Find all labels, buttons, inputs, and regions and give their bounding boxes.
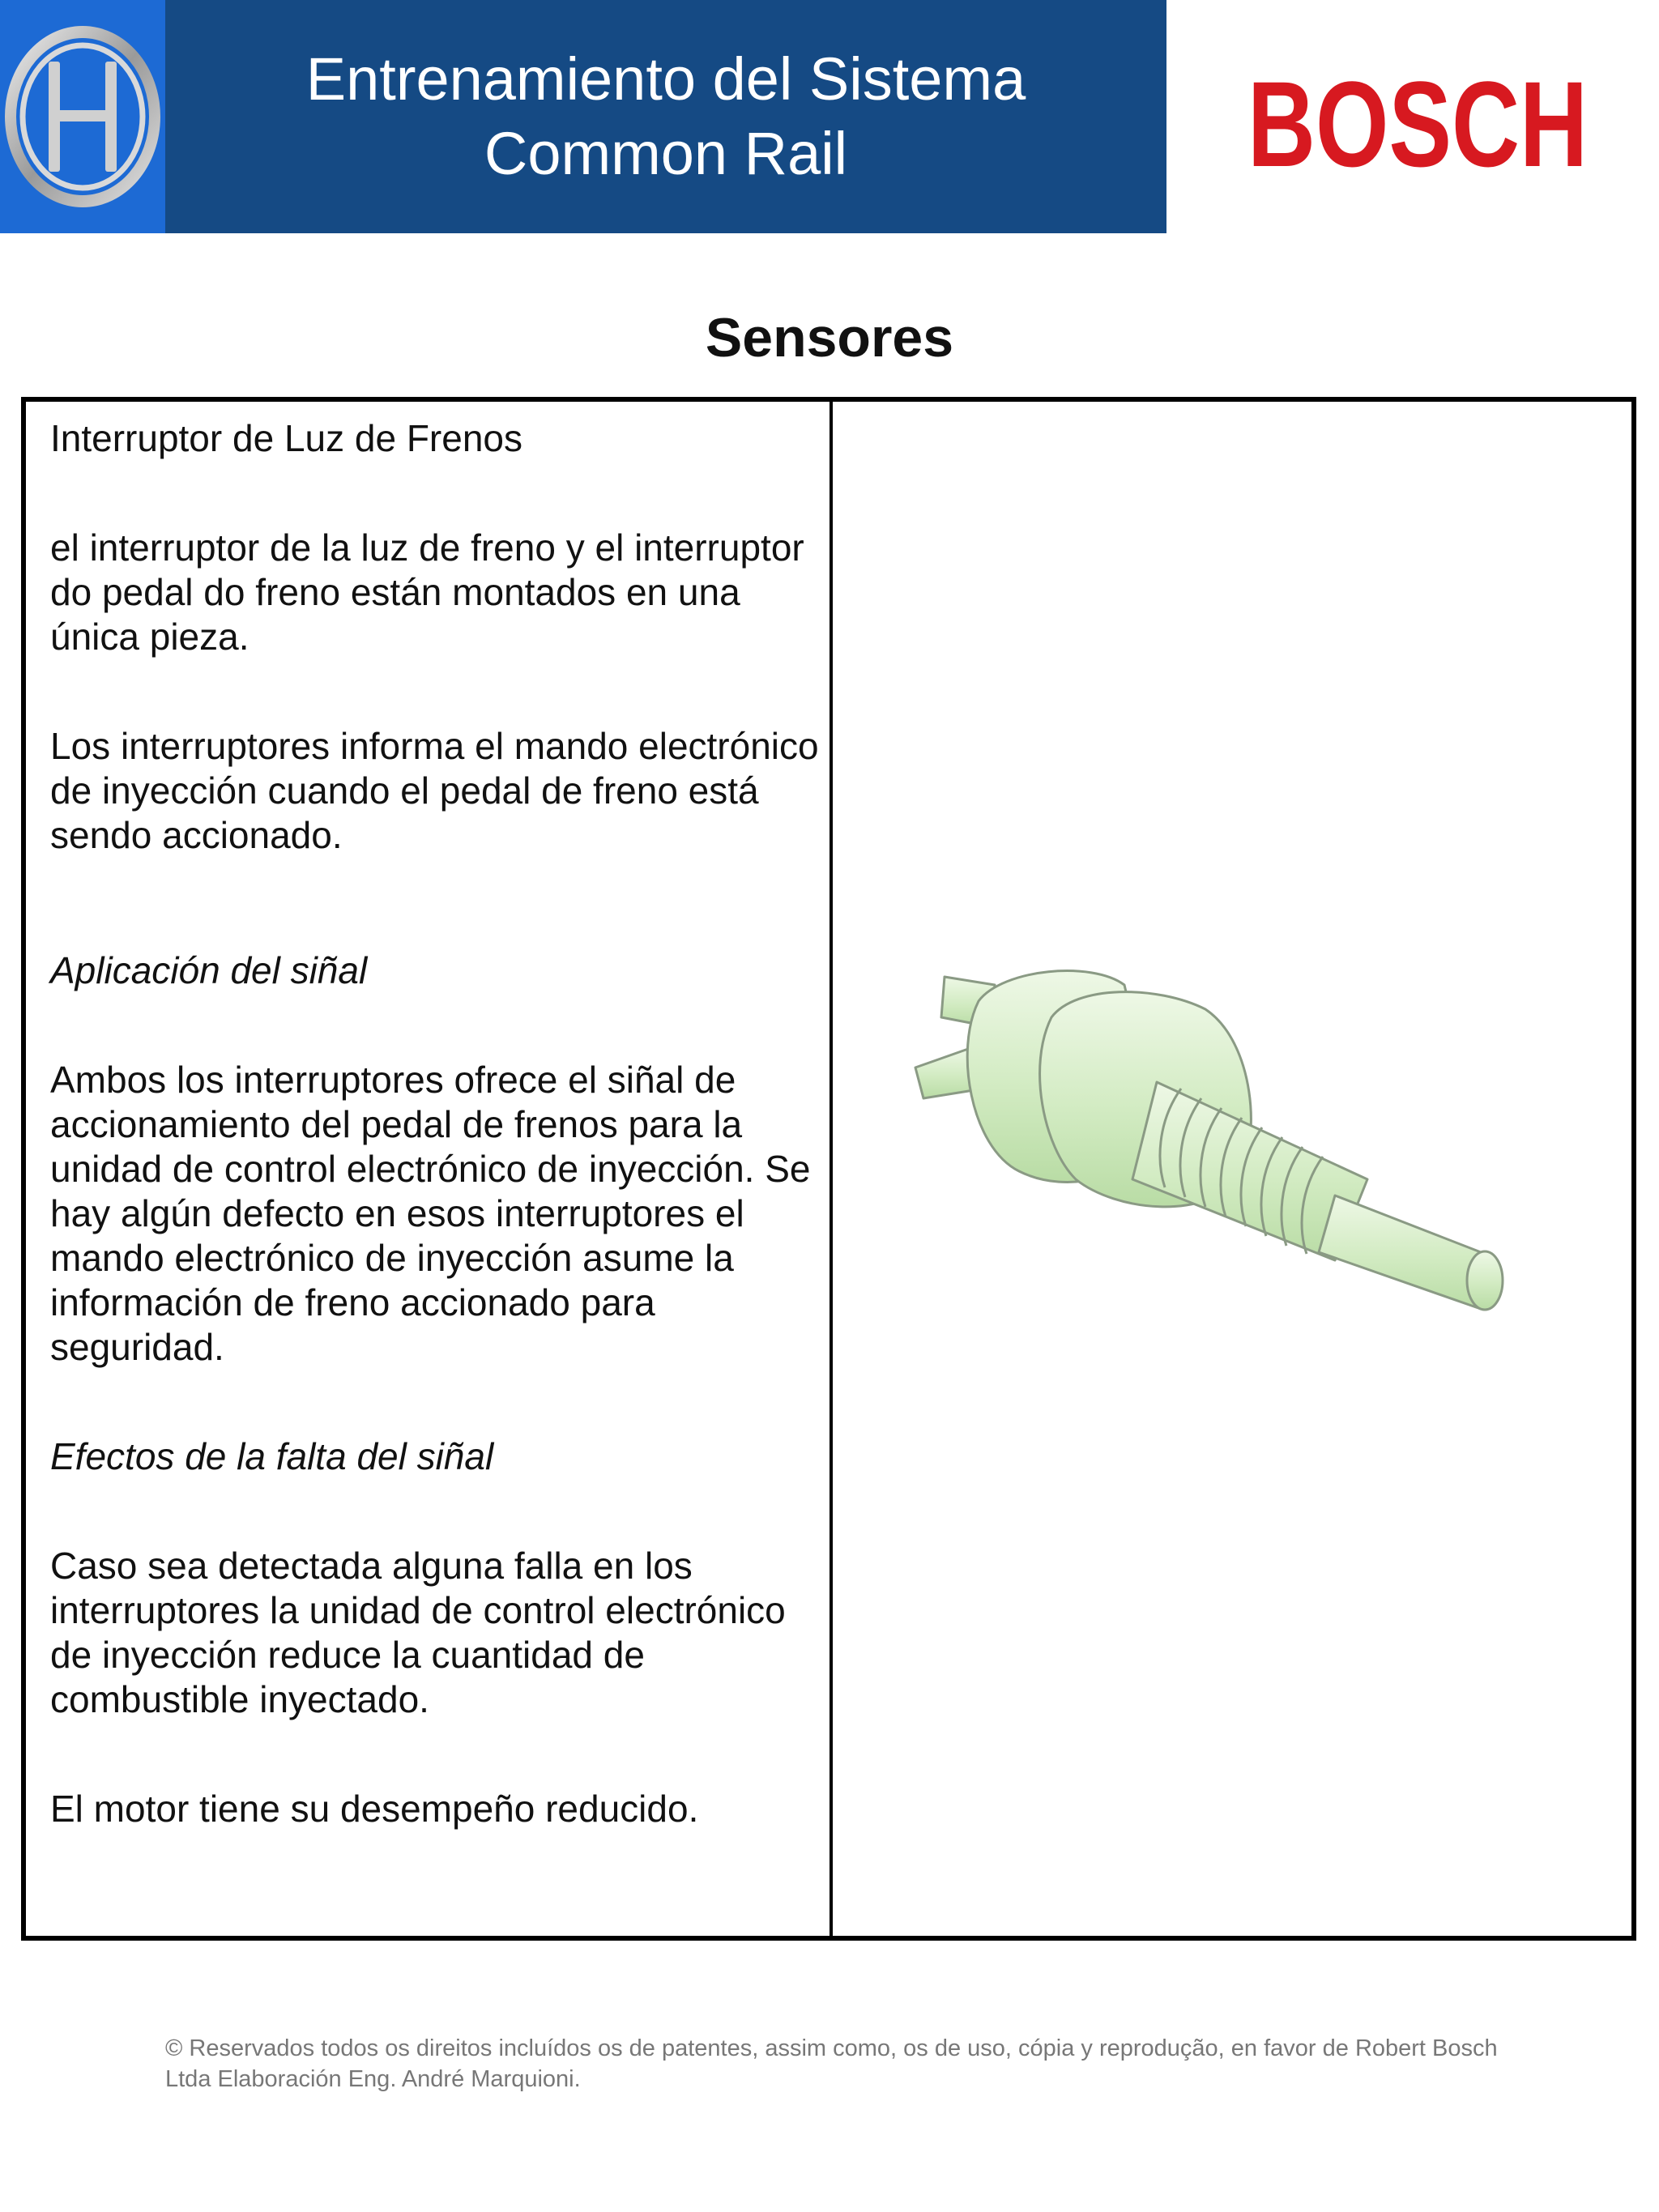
paragraph-function: Los interruptores informa el mando electrónico de inyección cuando el pedal de freno está sendo accionado. bbox=[50, 725, 819, 856]
bosch-armature-icon bbox=[2, 19, 164, 214]
header-title-line2: Common Rail bbox=[484, 120, 848, 187]
subheading-effects: Efectos de la falta del siñal bbox=[50, 1435, 494, 1477]
paragraph-effects: Caso sea detectada alguna falla en los interruptores la unidad de control electrónico de inyección reduce la cuantidad de combustible inyectado. bbox=[50, 1545, 786, 1720]
paragraph-performance: El motor tiene su desempeño reducido. bbox=[50, 1788, 699, 1830]
content-table bbox=[21, 397, 1636, 1941]
page-title: Sensores bbox=[705, 307, 954, 369]
paragraph-mounting: el interruptor de la luz de freno y el interruptor do pedal do freno están montados en una única pieza. bbox=[50, 526, 804, 658]
description-cell bbox=[26, 402, 833, 1936]
header-title bbox=[165, 0, 1166, 233]
header-title-line1: Entrenamiento del Sistema bbox=[305, 45, 1026, 113]
bosch-wordmark-text: BOSCH bbox=[1247, 56, 1588, 192]
subheading-application: Aplicación del siñal bbox=[50, 949, 368, 991]
illustration-cell bbox=[833, 402, 1631, 1936]
brake-light-switch-illustration bbox=[914, 953, 1546, 1325]
bosch-wordmark bbox=[1247, 56, 1588, 192]
copyright-note: © Reservados todos os direitos incluídos os de patentes, assim como, os de uso, cópia y reprodução, en favor de Robert Bosch Ltda Elaboración Eng. André Marquioni. bbox=[165, 2035, 1498, 2092]
bosch-emblem-tile bbox=[0, 0, 165, 233]
section-heading: Interruptor de Luz de Frenos bbox=[50, 417, 522, 459]
paragraph-application: Ambos los interruptores ofrece el siñal de accionamiento del pedal de frenos para la unidad de control electrónico de inyección. Se hay algún defecto en esos interruptores el mando electrónico de inyección asume la información de freno accionado para seguridad. bbox=[50, 1059, 811, 1368]
